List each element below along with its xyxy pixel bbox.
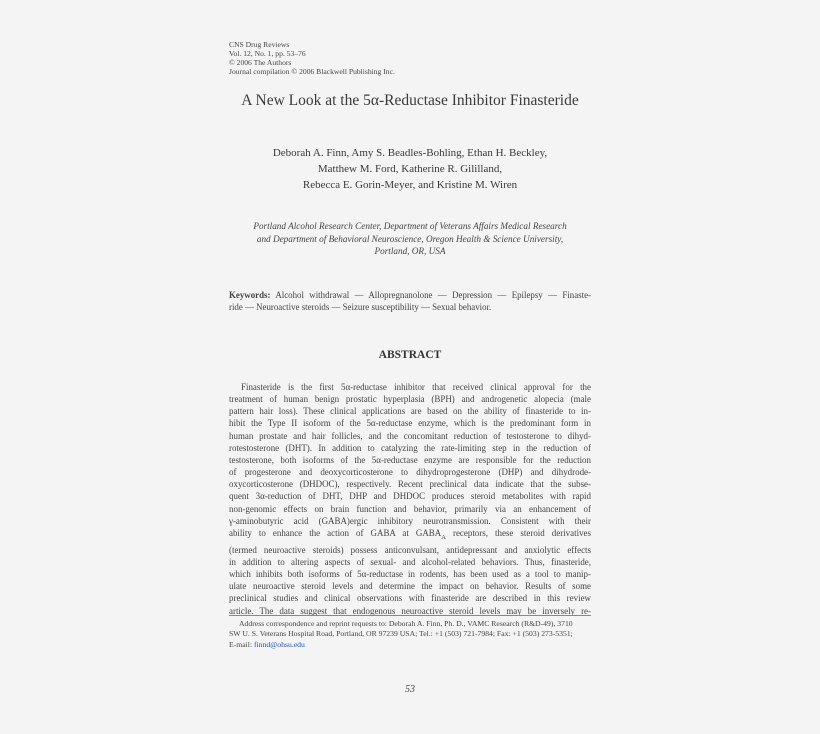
footnote-line: Address correspondence and reprint requests to: Deborah A. Finn, Ph. D., VAMC Research (R&D-49), 3710 xyxy=(239,619,573,628)
email-label: E-mail: xyxy=(229,639,254,649)
keywords xyxy=(229,289,591,313)
abstract-line: pattern hair loss). These clinical applications are based on the ability of finasteride to in- xyxy=(229,406,591,417)
journal-masthead xyxy=(229,40,395,76)
email-link[interactable]: finnd@ohsu.edu xyxy=(253,639,305,649)
journal-name: CNS Drug Reviews xyxy=(229,40,290,49)
keywords-label: Keywords: xyxy=(229,290,271,300)
copyright-line: © 2006 The Authors xyxy=(229,58,292,67)
paper-title: A New Look at the 5α-Reductase Inhibitor Finasteride xyxy=(241,92,579,109)
journal-volume: Vol. 12, No. 1, pp. 53–76 xyxy=(229,49,306,58)
gaba-subscript: A xyxy=(441,533,446,541)
author-line: Rebecca E. Gorin-Meyer, and Kristine M. Wiren xyxy=(302,179,518,191)
author-list xyxy=(0,145,820,193)
abstract-line: preclinical studies and clinical observations with finasteride are described in this review xyxy=(229,593,591,604)
abstract-line: ulate neuroactive steroid levels and determine the impact on behavior. Results of some xyxy=(229,581,591,592)
affiliation-line: Portland Alcohol Research Center, Department of Veterans Affairs Medical Research xyxy=(253,221,567,231)
abstract-line: of progesterone and deoxycorticosterone to dihydroprogesterone (DHP) and dihydrode- xyxy=(229,467,591,478)
abstract-line: oxycorticosterone (DHDOC), respectively. Recent preclinical data indicate that the subse- xyxy=(229,479,591,490)
keywords-line xyxy=(229,289,591,301)
abstract-line: quent 3α-reduction of DHT, DHP and DHDOC produces steroid metabolites with rapid xyxy=(229,491,591,502)
abstract-line: which inhibits both isoforms of 5α-reductase in rodents, has been used as a tool to manip- xyxy=(229,569,591,580)
abstract-line: article. The data suggest that endogenous neuroactive steroid levels may be inversely re- xyxy=(229,605,591,616)
affiliation-line: and Department of Behavioral Neuroscience, Oregon Health & Science University, xyxy=(256,233,564,244)
footnote-line xyxy=(229,640,591,650)
abstract-line: hibit the Type II isoform of the 5α-reductase enzyme, which is the predominant form in xyxy=(229,418,591,429)
footnote-line: SW U. S. Veterans Hospital Road, Portland, OR 97239 USA; Tel.: +1 (503) 721-7984; Fax: +1 (503) 273-5351; xyxy=(229,629,573,639)
affiliation-line: Portland, OR, USA xyxy=(374,246,446,256)
correspondence-footnote xyxy=(229,615,591,650)
abstract-line: (termed neuroactive steroids) possess anticonvulsant, antidepressant and anxiolytic effects xyxy=(229,544,591,555)
abstract-line: testosterone, both isoforms of the 5α-reductase enzyme are responsible for the reduction xyxy=(229,454,591,465)
abstract-body xyxy=(229,381,591,617)
abstract-line: non-genomic effects on brain function and behavior, primarily via an enhancement of xyxy=(229,503,591,514)
author-line: Deborah A. Finn, Amy S. Beadles-Bohling, Ethan H. Beckley, xyxy=(272,147,548,159)
abstract-line: ability to enhance the action of GABA at $GABA_A$ receptors, these steroid derivatives xyxy=(229,527,592,541)
page-number: 53 xyxy=(405,684,415,695)
compilation-line: Journal compilation © 2006 Blackwell Publishing Inc. xyxy=(229,67,395,76)
author-line: Matthew M. Ford, Katherine R. Gililland, xyxy=(317,163,503,175)
abstract-line: in addition to altering aspects of sexual- and alcohol-related behaviors. Thus, finasteride, xyxy=(229,556,591,567)
abstract-heading: ABSTRACT xyxy=(378,349,442,361)
abstract-line: treatment of human benign prostatic hyperplasia (BPH) and androgenetic alopecia (male xyxy=(229,394,591,405)
affiliation xyxy=(0,220,820,258)
abstract-line: γ-aminobutyric acid (GABA)ergic inhibitory neurotransmission. Consistent with their xyxy=(229,515,591,526)
keywords-line: ride — Neuroactive steroids — Seizure susceptibility — Sexual behavior. xyxy=(229,302,492,312)
abstract-line: Finasteride is the first 5α-reductase inhibitor that received clinical approval for the xyxy=(241,382,591,392)
keywords-text: Alcohol withdrawal — Allopregnanolone — Depression — Epilepsy — Finaste- xyxy=(270,290,591,300)
abstract-line: rotestosterone (DHT). In addition to catalyzing the rate-limiting step in the reduction of xyxy=(229,442,591,453)
abstract-line: human prostate and hair follicles, and the concomitant reduction of testosterone to dihyd- xyxy=(229,430,591,441)
